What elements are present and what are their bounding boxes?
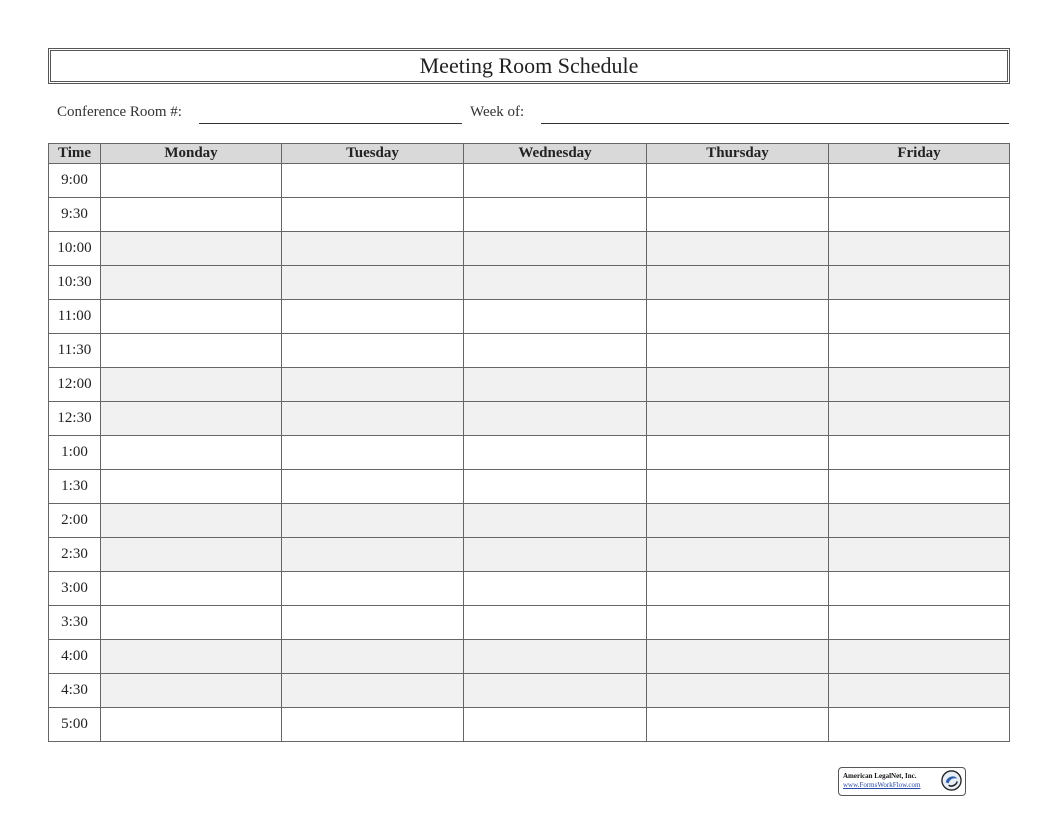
time-slot-row (49, 334, 1010, 368)
time-slot-label: 9:30 (49, 198, 101, 232)
schedule-table (48, 143, 1010, 742)
time-slot-label: 4:00 (49, 640, 101, 674)
schedule-cell-wednesday[interactable] (464, 402, 647, 436)
schedule-cell-wednesday[interactable] (464, 606, 647, 640)
schedule-cell-wednesday[interactable] (464, 368, 647, 402)
schedule-cell-wednesday[interactable] (464, 300, 647, 334)
day-header-friday: Friday (829, 144, 1010, 164)
schedule-cell-wednesday[interactable] (464, 334, 647, 368)
schedule-cell-friday[interactable] (829, 640, 1010, 674)
schedule-cell-friday[interactable] (829, 198, 1010, 232)
time-slot-label: 5:00 (49, 708, 101, 742)
schedule-cell-thursday[interactable] (647, 674, 829, 708)
schedule-cell-thursday[interactable] (647, 300, 829, 334)
schedule-cell-friday[interactable] (829, 402, 1010, 436)
schedule-cell-thursday[interactable] (647, 640, 829, 674)
schedule-cell-thursday[interactable] (647, 436, 829, 470)
schedule-cell-friday[interactable] (829, 232, 1010, 266)
schedule-cell-friday[interactable] (829, 334, 1010, 368)
schedule-cell-thursday[interactable] (647, 198, 829, 232)
schedule-cell-tuesday[interactable] (282, 368, 464, 402)
week-of-field[interactable] (541, 123, 1009, 124)
time-slot-row (49, 436, 1010, 470)
time-slot-label: 3:30 (49, 606, 101, 640)
schedule-cell-tuesday[interactable] (282, 164, 464, 198)
time-slot-label: 1:30 (49, 470, 101, 504)
schedule-cell-wednesday[interactable] (464, 504, 647, 538)
schedule-cell-tuesday[interactable] (282, 266, 464, 300)
document-title: Meeting Room Schedule (48, 48, 1010, 84)
schedule-cell-wednesday[interactable] (464, 674, 647, 708)
schedule-cell-monday[interactable] (101, 164, 282, 198)
time-slot-row (49, 504, 1010, 538)
schedule-cell-wednesday[interactable] (464, 470, 647, 504)
week-of-label: Week of: (470, 104, 525, 120)
schedule-cell-tuesday[interactable] (282, 334, 464, 368)
schedule-cell-wednesday[interactable] (464, 640, 647, 674)
schedule-cell-thursday[interactable] (647, 266, 829, 300)
schedule-cell-monday[interactable] (101, 470, 282, 504)
schedule-cell-monday[interactable] (101, 606, 282, 640)
time-slot-row (49, 470, 1010, 504)
schedule-cell-monday[interactable] (101, 402, 282, 436)
header-row (49, 144, 1010, 164)
schedule-cell-thursday[interactable] (647, 232, 829, 266)
schedule-cell-monday[interactable] (101, 674, 282, 708)
schedule-cell-thursday[interactable] (647, 470, 829, 504)
schedule-cell-friday[interactable] (829, 300, 1010, 334)
schedule-cell-tuesday[interactable] (282, 300, 464, 334)
schedule-cell-tuesday[interactable] (282, 470, 464, 504)
schedule-cell-monday[interactable] (101, 334, 282, 368)
day-header-tuesday: Tuesday (282, 144, 464, 164)
schedule-cell-tuesday[interactable] (282, 198, 464, 232)
time-slot-row (49, 674, 1010, 708)
time-slot-row (49, 368, 1010, 402)
schedule-cell-wednesday[interactable] (464, 436, 647, 470)
schedule-cell-tuesday[interactable] (282, 538, 464, 572)
schedule-cell-friday[interactable] (829, 572, 1010, 606)
schedule-cell-monday[interactable] (101, 572, 282, 606)
logo-company: American LegalNet, Inc. (843, 772, 917, 780)
time-slot-label: 12:00 (49, 368, 101, 402)
time-slot-label: 1:00 (49, 436, 101, 470)
schedule-cell-thursday[interactable] (647, 164, 829, 198)
day-header-thursday: Thursday (647, 144, 829, 164)
logo-url[interactable]: www.FormsWorkFlow.com (843, 781, 921, 789)
schedule-cell-tuesday[interactable] (282, 572, 464, 606)
time-slot-label: 3:00 (49, 572, 101, 606)
schedule-cell-tuesday[interactable] (282, 640, 464, 674)
time-slot-label: 10:30 (49, 266, 101, 300)
schedule-cell-monday[interactable] (101, 232, 282, 266)
time-slot-row (49, 640, 1010, 674)
day-header-wednesday: Wednesday (464, 144, 647, 164)
time-column-header: Time (49, 144, 101, 164)
schedule-cell-monday[interactable] (101, 640, 282, 674)
schedule-cell-monday[interactable] (101, 504, 282, 538)
schedule-cell-wednesday[interactable] (464, 164, 647, 198)
time-slot-label: 9:00 (49, 164, 101, 198)
schedule-cell-friday[interactable] (829, 470, 1010, 504)
schedule-cell-monday[interactable] (101, 436, 282, 470)
time-slot-row (49, 232, 1010, 266)
schedule-cell-thursday[interactable] (647, 334, 829, 368)
schedule-cell-friday[interactable] (829, 606, 1010, 640)
time-slot-row (49, 300, 1010, 334)
time-slot-label: 4:30 (49, 674, 101, 708)
time-slot-label: 11:00 (49, 300, 101, 334)
time-slot-row (49, 538, 1010, 572)
schedule-cell-friday[interactable] (829, 504, 1010, 538)
time-slot-row (49, 708, 1010, 742)
schedule-cell-wednesday[interactable] (464, 538, 647, 572)
schedule-cell-tuesday[interactable] (282, 606, 464, 640)
schedule-cell-thursday[interactable] (647, 402, 829, 436)
schedule-cell-wednesday[interactable] (464, 572, 647, 606)
schedule-cell-friday[interactable] (829, 164, 1010, 198)
time-slot-row (49, 266, 1010, 300)
time-slot-row (49, 606, 1010, 640)
schedule-cell-tuesday[interactable] (282, 674, 464, 708)
time-slot-row (49, 572, 1010, 606)
schedule-cell-thursday[interactable] (647, 504, 829, 538)
schedule-cell-friday[interactable] (829, 436, 1010, 470)
schedule-cell-friday[interactable] (829, 368, 1010, 402)
schedule-cell-thursday[interactable] (647, 708, 829, 742)
time-slot-label: 2:30 (49, 538, 101, 572)
schedule-cell-wednesday[interactable] (464, 708, 647, 742)
time-slot-label: 11:30 (49, 334, 101, 368)
time-slot-row (49, 164, 1010, 198)
time-slot-row (49, 198, 1010, 232)
schedule-cell-monday[interactable] (101, 708, 282, 742)
conference-room-label: Conference Room #: (57, 104, 182, 120)
schedule-cell-friday[interactable] (829, 538, 1010, 572)
info-row (57, 103, 1009, 125)
schedule-cell-monday[interactable] (101, 300, 282, 334)
schedule-cell-friday[interactable] (829, 708, 1010, 742)
schedule-cell-monday[interactable] (101, 266, 282, 300)
schedule-cell-tuesday[interactable] (282, 708, 464, 742)
globe-icon (941, 770, 962, 791)
schedule-cell-friday[interactable] (829, 266, 1010, 300)
schedule-cell-tuesday[interactable] (282, 436, 464, 470)
schedule-cell-tuesday[interactable] (282, 232, 464, 266)
time-slot-label: 10:00 (49, 232, 101, 266)
schedule-cell-wednesday[interactable] (464, 232, 647, 266)
schedule-cell-thursday[interactable] (647, 538, 829, 572)
schedule-cell-tuesday[interactable] (282, 402, 464, 436)
schedule-cell-tuesday[interactable] (282, 504, 464, 538)
day-header-monday: Monday (101, 144, 282, 164)
time-slot-label: 2:00 (49, 504, 101, 538)
schedule-cell-monday[interactable] (101, 198, 282, 232)
schedule-cell-monday[interactable] (101, 368, 282, 402)
time-slot-row (49, 402, 1010, 436)
schedule-cell-thursday[interactable] (647, 572, 829, 606)
schedule-cell-monday[interactable] (101, 538, 282, 572)
schedule-cell-thursday[interactable] (647, 606, 829, 640)
american-legalnet-logo (838, 767, 966, 796)
conference-room-field[interactable] (199, 123, 462, 124)
schedule-cell-thursday[interactable] (647, 368, 829, 402)
time-slot-label: 12:30 (49, 402, 101, 436)
schedule-cell-wednesday[interactable] (464, 266, 647, 300)
schedule-cell-wednesday[interactable] (464, 198, 647, 232)
schedule-cell-friday[interactable] (829, 674, 1010, 708)
